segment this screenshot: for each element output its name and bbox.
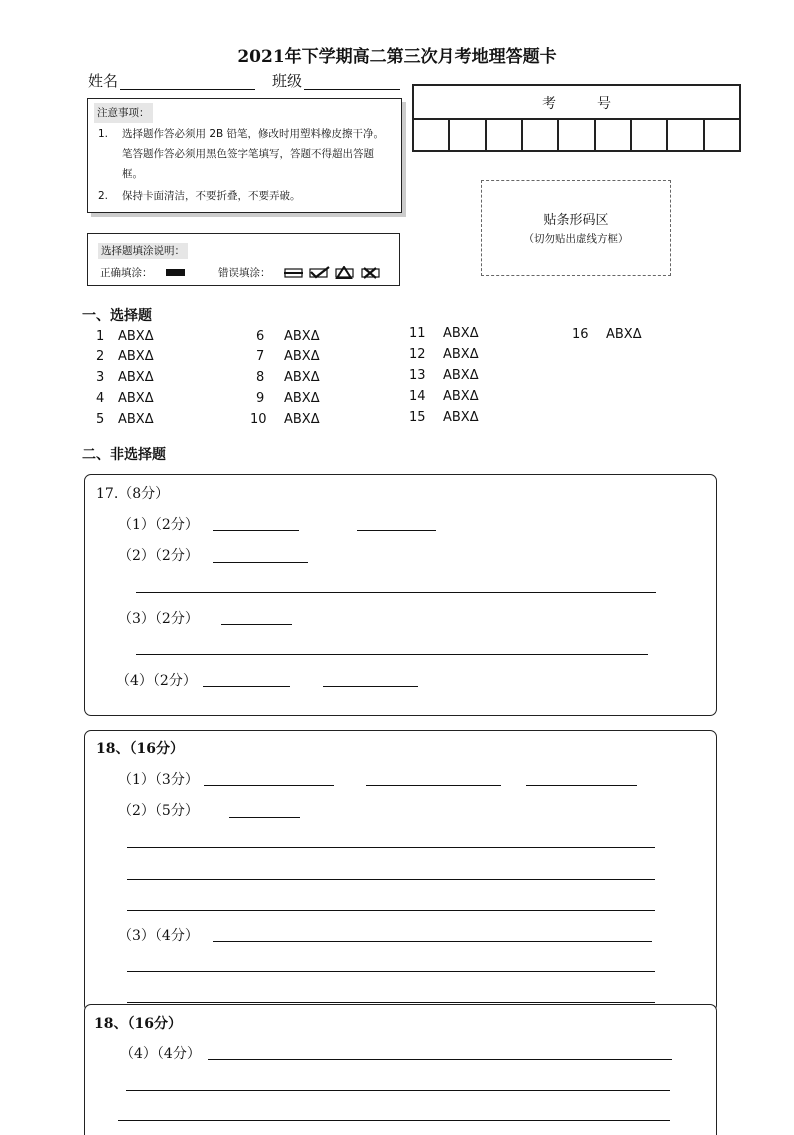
notice-item-num: 1. (98, 128, 109, 140)
choice-row[interactable] (409, 347, 426, 362)
notice-item-text: 选择题作答必须用 2B 铅笔，修改时用塑料橡皮擦干净。笔答题作答必须用黑色签字笔填写，答题不得超出答题框。 (122, 128, 385, 180)
notice-item (98, 186, 392, 206)
q18b-title: 18、（16分） (94, 1016, 182, 1032)
choice-options[interactable]: ABXΔ (284, 349, 320, 364)
barcode-note: （切勿贴出虚线方框） (523, 233, 629, 245)
choice-row[interactable] (96, 329, 104, 344)
choice-row[interactable] (409, 389, 426, 404)
exam-label-kao: 考 (542, 96, 556, 112)
choice-num: 7 (256, 349, 265, 364)
q17-part3-line[interactable] (136, 654, 648, 655)
choice-row[interactable] (409, 410, 426, 425)
choice-options[interactable]: ABXΔ (606, 327, 642, 342)
exam-number-cell[interactable] (523, 120, 559, 150)
q17-part2-blank[interactable] (213, 562, 308, 563)
choice-options[interactable]: ABXΔ (118, 329, 154, 344)
exam-number-cell[interactable] (559, 120, 595, 150)
barcode-area (481, 180, 671, 276)
q17-part1-label: （1）（2分） (118, 517, 199, 533)
q18-part3-line-2[interactable] (127, 1002, 655, 1003)
exam-label-hao: 号 (597, 96, 611, 112)
q18-part2-line-1[interactable] (127, 847, 655, 848)
q18-part3-line-1[interactable] (127, 971, 655, 972)
choice-num: 16 (572, 327, 589, 342)
choice-options[interactable]: ABXΔ (284, 391, 320, 406)
q18-part1-blank-c[interactable] (526, 785, 637, 786)
exam-number-header (414, 86, 739, 120)
choice-num: 11 (409, 326, 426, 341)
wrong-fill-marks-icon (284, 266, 388, 280)
q17-part4-blank-b[interactable] (323, 686, 418, 687)
exam-number-cell[interactable] (705, 120, 739, 150)
q18-part1-blank-b[interactable] (366, 785, 501, 786)
q17-part3-label: （3）（2分） (118, 611, 199, 627)
notice-item-num: 2. (98, 190, 109, 202)
q17-part3-blank[interactable] (221, 624, 292, 625)
choice-num: 8 (256, 370, 265, 385)
class-field[interactable] (304, 89, 400, 90)
q18b-part4-label: （4）（4分） (120, 1046, 201, 1062)
choice-row[interactable] (572, 327, 589, 342)
choice-num: 12 (409, 347, 426, 362)
choice-row[interactable] (256, 391, 264, 406)
q17-part4-label: （4）（2分） (116, 673, 197, 689)
q18-title: 18、（16分） (96, 741, 184, 757)
q17-part2-line[interactable] (136, 592, 656, 593)
name-field[interactable] (120, 89, 255, 90)
choice-row[interactable] (256, 370, 264, 385)
q18-part1-label: （1）（3分） (118, 772, 199, 788)
choice-num: 14 (409, 389, 426, 404)
choice-row[interactable] (250, 412, 267, 427)
notice-item (98, 124, 392, 184)
choice-options[interactable]: ABXΔ (284, 329, 320, 344)
notice-item-text: 保持卡面清洁，不要折叠，不要弄破。 (122, 190, 301, 202)
q17-part2-label: （2）（2分） (118, 548, 199, 564)
wrong-fill-label: 错误填涂： (218, 267, 271, 279)
section-free-heading: 二、非选择题 (82, 447, 166, 463)
exam-number-cells (414, 120, 739, 150)
choice-options[interactable]: ABXΔ (443, 389, 479, 404)
section-choice-heading: 一、选择题 (82, 308, 152, 324)
q17-part1-blank-a[interactable] (213, 530, 299, 531)
choice-row[interactable] (256, 329, 264, 344)
choice-options[interactable]: ABXΔ (284, 412, 320, 427)
q18-part2-label: （2）（5分） (118, 803, 199, 819)
choice-row[interactable] (96, 370, 104, 385)
choice-num: 5 (96, 412, 105, 427)
q17-part4-blank-a[interactable] (203, 686, 290, 687)
choice-options[interactable]: ABXΔ (118, 370, 154, 385)
notice-heading: 注意事项： (94, 103, 153, 123)
q18-part1-blank-a[interactable] (204, 785, 334, 786)
choice-num: 9 (256, 391, 265, 406)
exam-number-cell[interactable] (450, 120, 486, 150)
choice-row[interactable] (96, 349, 104, 364)
choice-row[interactable] (409, 368, 426, 383)
choice-row[interactable] (256, 349, 264, 364)
choice-row[interactable] (409, 326, 426, 341)
notice-box (87, 98, 402, 213)
choice-options[interactable]: ABXΔ (443, 368, 479, 383)
fill-guide-heading: 选择题填涂说明： (98, 243, 188, 259)
choice-row[interactable] (96, 412, 104, 427)
choice-options[interactable]: ABXΔ (284, 370, 320, 385)
name-label: 姓名 (88, 72, 119, 90)
choice-num: 15 (409, 410, 426, 425)
choice-num: 2 (96, 349, 105, 364)
exam-number-cell[interactable] (668, 120, 704, 150)
class-label: 班级 (272, 72, 303, 90)
choice-options[interactable]: ABXΔ (118, 349, 154, 364)
q18b-part4-line-1[interactable] (126, 1090, 670, 1091)
choice-num: 6 (256, 329, 265, 344)
exam-number-cell[interactable] (414, 120, 450, 150)
q18-part2-line-3[interactable] (127, 910, 655, 911)
exam-number-cell[interactable] (596, 120, 632, 150)
choice-options[interactable]: ABXΔ (118, 391, 154, 406)
choice-row[interactable] (96, 391, 104, 406)
exam-number-cell[interactable] (487, 120, 523, 150)
q18b-part4-blank[interactable] (208, 1059, 672, 1060)
choice-num: 1 (96, 329, 105, 344)
exam-number-cell[interactable] (632, 120, 668, 150)
q18b-part4-line-2[interactable] (118, 1120, 670, 1121)
correct-fill-mark (166, 269, 185, 276)
barcode-title: 贴条形码区 (543, 213, 609, 228)
correct-fill-label: 正确填涂： (100, 267, 153, 279)
page-title: 2021年下学期高二第三次月考地理答题卡 (237, 47, 557, 67)
q17-part1-blank-b[interactable] (357, 530, 436, 531)
q18-part3-label: （3）（4分） (118, 928, 199, 944)
choice-num: 3 (96, 370, 105, 385)
exam-number-grid (412, 84, 741, 152)
choice-num: 13 (409, 368, 426, 383)
q18-part3-blank[interactable] (213, 941, 652, 942)
choice-num: 10 (250, 412, 267, 427)
choice-options[interactable]: ABXΔ (443, 347, 479, 362)
choice-num: 4 (96, 391, 105, 406)
choice-options[interactable]: ABXΔ (443, 326, 479, 341)
q18-part2-blank[interactable] (229, 817, 300, 818)
q18-part2-line-2[interactable] (127, 879, 655, 880)
choice-options[interactable]: ABXΔ (443, 410, 479, 425)
choice-options[interactable]: ABXΔ (118, 412, 154, 427)
q17-title: 17.（8分） (96, 486, 170, 502)
fill-guide-box (87, 233, 400, 286)
